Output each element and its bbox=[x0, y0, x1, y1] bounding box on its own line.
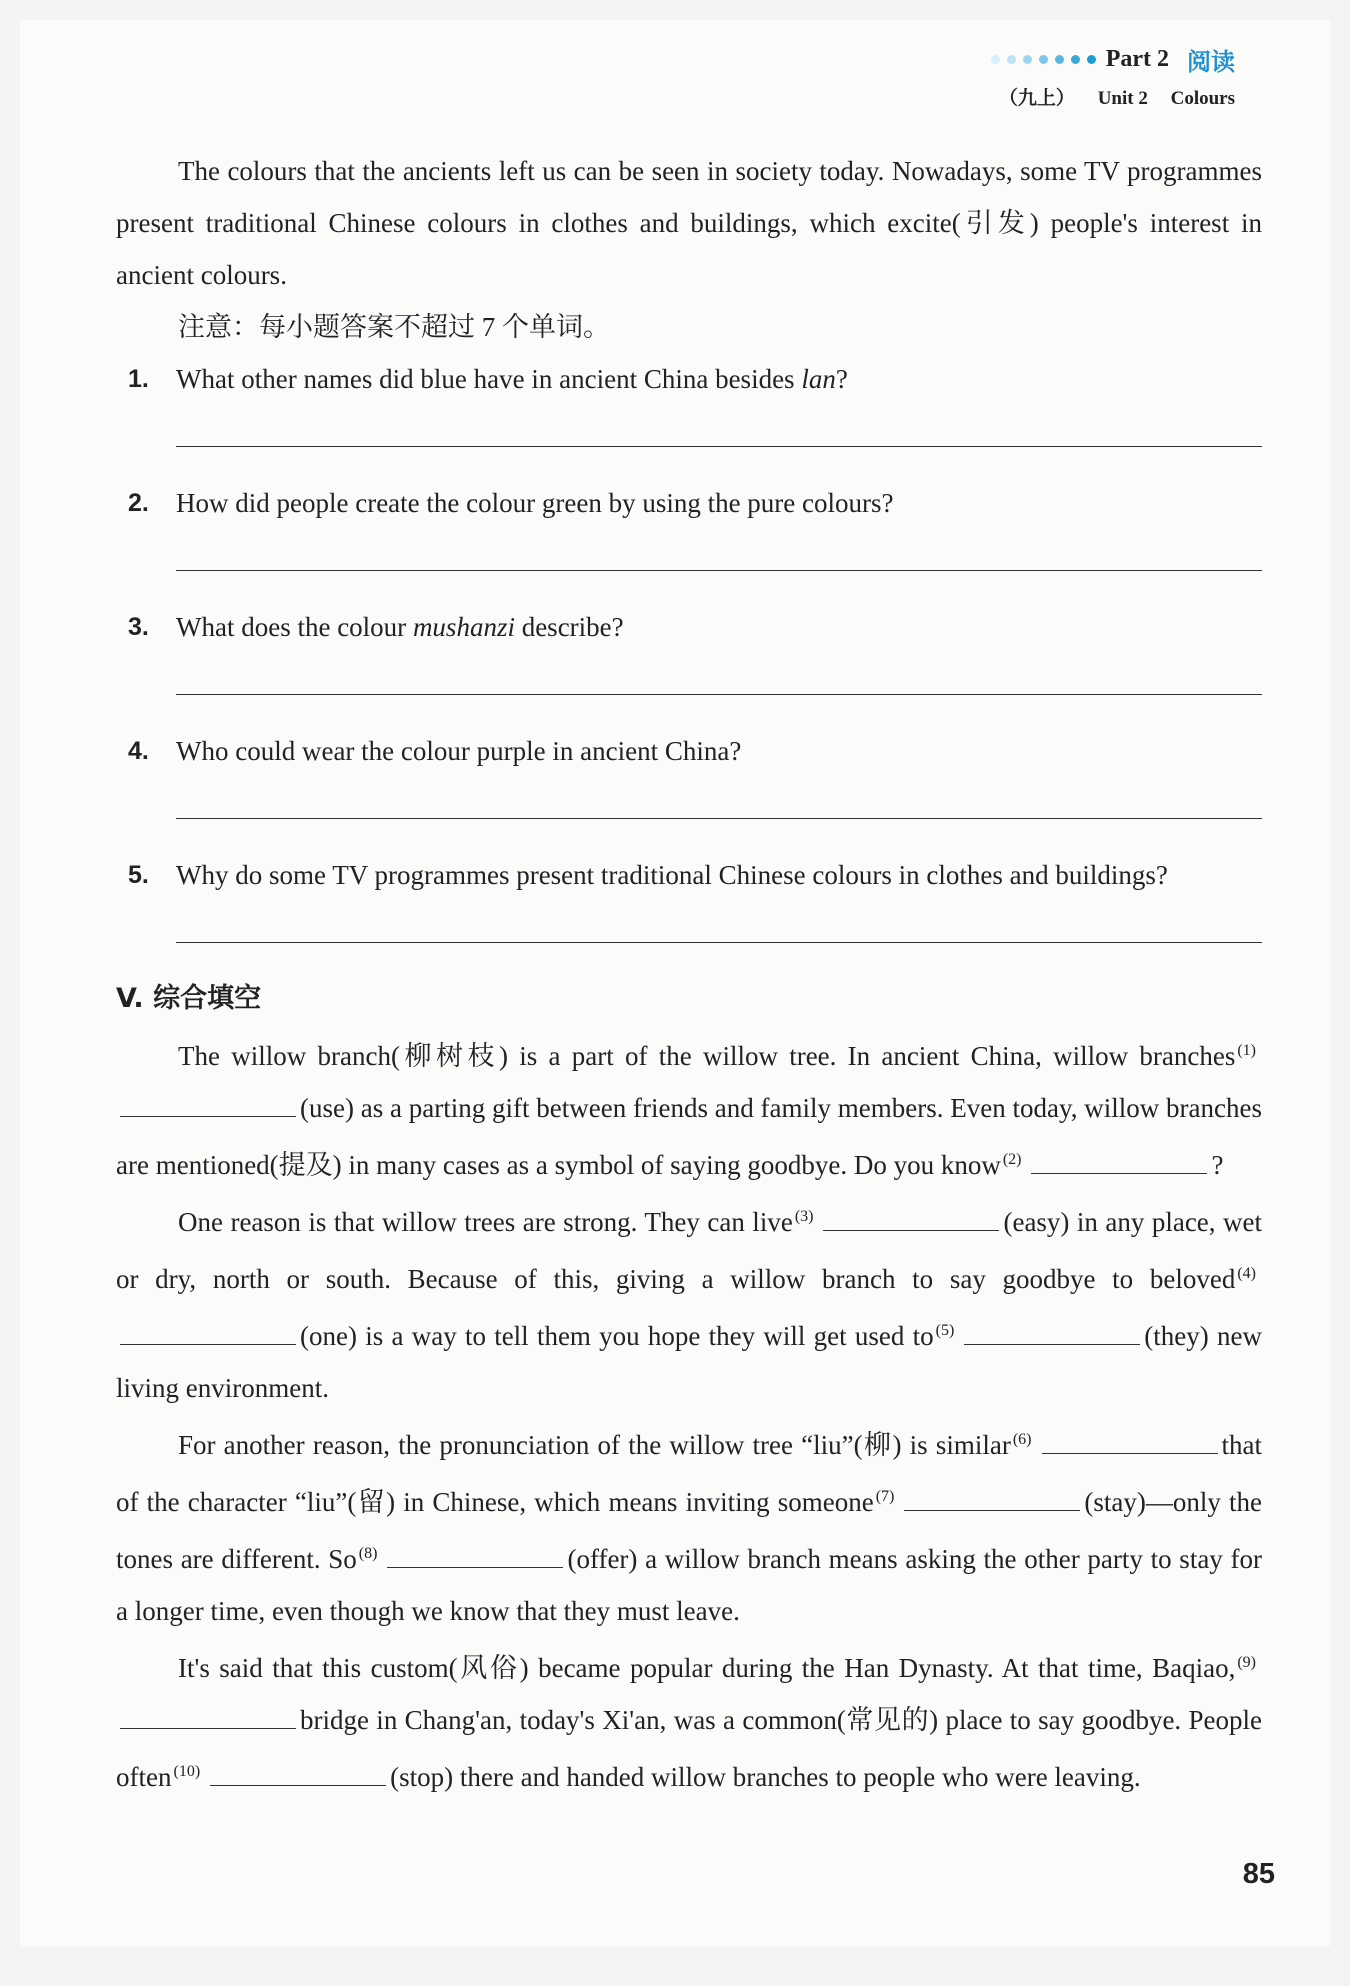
text: (easy) in any place, wet or dry, north or south. Because of this, giving a willow branch to say goodbye to beloved bbox=[116, 1207, 1262, 1294]
answer-line[interactable] bbox=[176, 817, 1262, 819]
cloze-paragraph-4 bbox=[116, 1637, 1262, 1803]
question-number: 4. bbox=[128, 737, 149, 765]
dot-icon bbox=[1071, 55, 1080, 64]
question-number: 5. bbox=[128, 861, 149, 889]
section-title: V. 综合填空 bbox=[116, 983, 262, 1014]
blank-number: (6) bbox=[1012, 1431, 1032, 1448]
text: (use) as a parting gift between friends and family members. Even today, willow branches are mentioned(提及) in many cases as a symbol of saying goodbye. Do you know bbox=[116, 1093, 1262, 1180]
question-item bbox=[116, 601, 1262, 653]
unit-title: Colours bbox=[1170, 88, 1235, 109]
dot-icon bbox=[1039, 55, 1048, 64]
question-number: 2. bbox=[128, 489, 149, 517]
text: (stop) there and handed willow branches to people who were leaving. bbox=[390, 1762, 1141, 1792]
question-text bbox=[176, 725, 1262, 777]
decorative-dots bbox=[991, 55, 1096, 64]
text: For another reason, the pronunciation of the willow tree “liu”(柳) is similar bbox=[178, 1430, 1011, 1460]
dot-icon bbox=[1007, 55, 1016, 64]
question-text bbox=[176, 477, 1262, 529]
text: It's said that this custom(风俗) became popular during the Han Dynasty. At that time, Baqiao, bbox=[178, 1653, 1236, 1683]
text: that of the character “liu”(留) in Chinese, which means inviting someone bbox=[116, 1430, 1262, 1517]
answer-line[interactable] bbox=[176, 941, 1262, 943]
blank-number: (4) bbox=[1237, 1265, 1256, 1282]
dot-icon bbox=[1087, 55, 1096, 64]
question-text bbox=[176, 353, 1262, 405]
cloze-paragraph-2 bbox=[116, 1191, 1262, 1414]
text: (they) new living environment. bbox=[116, 1321, 1262, 1403]
unit-line bbox=[991, 83, 1235, 110]
answer-line[interactable] bbox=[176, 445, 1262, 447]
emphasis-text: lan bbox=[801, 364, 836, 394]
question-number: 3. bbox=[128, 613, 149, 641]
text: describe? bbox=[514, 612, 624, 642]
answer-line[interactable] bbox=[176, 693, 1262, 695]
cloze-paragraph-1 bbox=[116, 1025, 1262, 1191]
blank-3[interactable] bbox=[823, 1206, 999, 1231]
text: What other names did blue have in ancient China besides bbox=[176, 364, 802, 394]
cloze-paragraph-3 bbox=[116, 1414, 1262, 1637]
blank-7[interactable] bbox=[904, 1486, 1080, 1511]
text: (stay)—only the tones are different. So bbox=[116, 1487, 1262, 1574]
text: What does the colour bbox=[176, 612, 413, 642]
blank-5[interactable] bbox=[964, 1320, 1140, 1345]
question-text bbox=[176, 601, 1262, 653]
blank-number: (10) bbox=[173, 1763, 201, 1780]
text: Why do some TV programmes present traditional Chinese colours in clothes and buildings? bbox=[176, 860, 1168, 890]
workbook-page bbox=[20, 20, 1330, 1946]
text: bridge in Chang'an, today's Xi'an, was a common(常见的) place to say goodbye. People often bbox=[116, 1705, 1262, 1792]
blank-number: (9) bbox=[1237, 1654, 1256, 1671]
text: How did people create the colour green by using the pure colours? bbox=[176, 488, 894, 518]
blank-2[interactable] bbox=[1031, 1149, 1207, 1174]
text: ? bbox=[1211, 1150, 1224, 1180]
dot-icon bbox=[1023, 55, 1032, 64]
text: (one) is a way to tell them you hope they will get used to bbox=[300, 1321, 934, 1351]
text: The willow branch(柳树枝) is a part of the willow tree. In ancient China, willow branches bbox=[178, 1041, 1236, 1071]
question-text bbox=[176, 849, 1262, 901]
part-label: Part 2 bbox=[1105, 46, 1169, 72]
blank-4[interactable] bbox=[120, 1320, 296, 1345]
emphasis-text: mushanzi bbox=[412, 612, 515, 642]
page-header bbox=[991, 42, 1235, 110]
blank-number: (8) bbox=[358, 1545, 378, 1562]
text: One reason is that willow trees are strong. They can live bbox=[178, 1207, 793, 1237]
question-item bbox=[116, 849, 1262, 901]
grade-label: （九上） bbox=[998, 88, 1075, 109]
text: (offer) a willow branch means asking the other party to stay for a longer time, even though we know that they must leave. bbox=[116, 1544, 1262, 1626]
blank-1[interactable] bbox=[120, 1092, 296, 1117]
page-number: 85 bbox=[1242, 1858, 1275, 1890]
answer-line[interactable] bbox=[176, 569, 1262, 571]
question-list bbox=[116, 353, 1262, 943]
dot-icon bbox=[991, 55, 1000, 64]
blank-number: (3) bbox=[794, 1208, 814, 1225]
question-item bbox=[116, 353, 1262, 405]
blank-6[interactable] bbox=[1042, 1429, 1218, 1454]
blank-number: (1) bbox=[1237, 1042, 1256, 1059]
blank-10[interactable] bbox=[210, 1761, 386, 1786]
main-content bbox=[116, 145, 1262, 1803]
dot-icon bbox=[1055, 55, 1064, 64]
unit-label: Unit 2 bbox=[1097, 88, 1148, 109]
part-cn-label: 阅读 bbox=[1187, 48, 1235, 76]
blank-number: (2) bbox=[1002, 1151, 1022, 1168]
blank-8[interactable] bbox=[387, 1543, 563, 1568]
answer-note: 注意：每小题答案不超过 7 个单词。 bbox=[178, 312, 610, 342]
intro-paragraph: The colours that the ancients left us can be seen in society today. Nowadays, some TV programmes present traditional Chinese colours in clothes and buildings, which excite(引发) people's interest in ancient colours. bbox=[116, 156, 1262, 290]
blank-9[interactable] bbox=[120, 1704, 296, 1729]
blank-number: (7) bbox=[875, 1488, 895, 1505]
question-item bbox=[116, 725, 1262, 777]
blank-number: (5) bbox=[935, 1322, 955, 1339]
text: ? bbox=[835, 364, 848, 394]
question-number: 1. bbox=[128, 365, 149, 393]
text: Who could wear the colour purple in ancient China? bbox=[176, 736, 742, 766]
question-item bbox=[116, 477, 1262, 529]
